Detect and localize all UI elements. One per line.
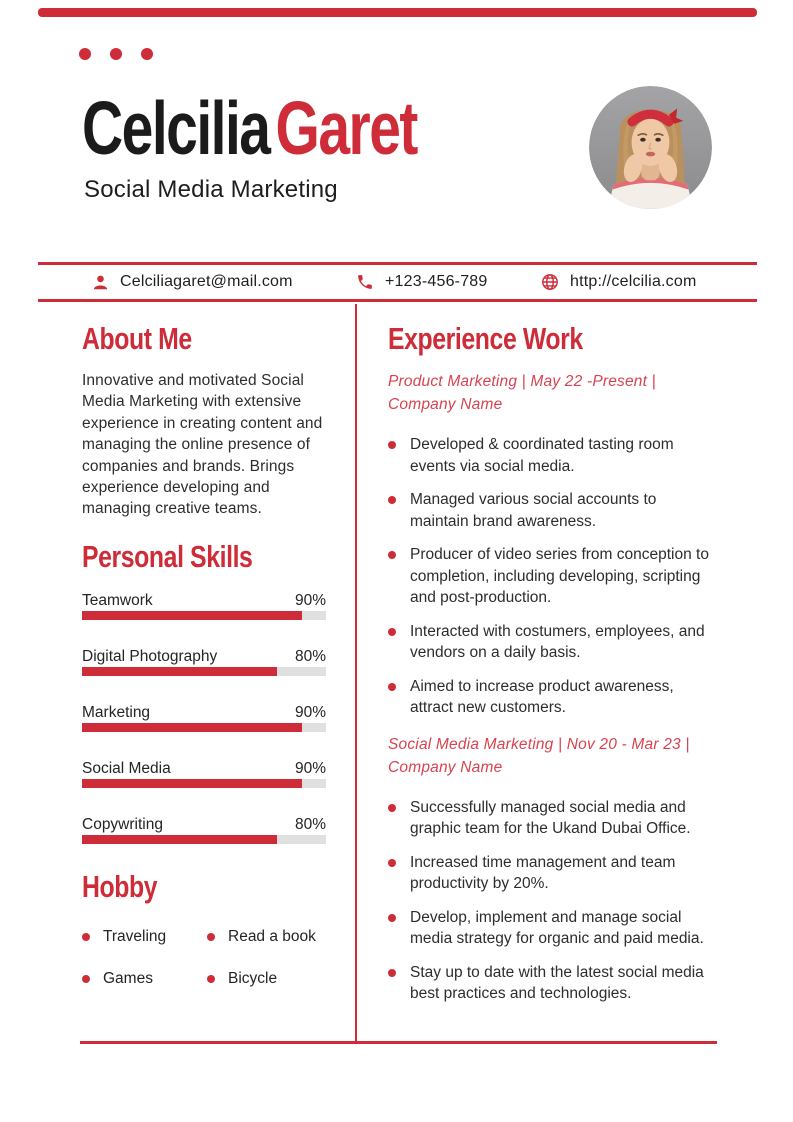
skill-label: Social Media	[82, 759, 171, 777]
bullet-item	[388, 907, 718, 950]
bullet-item	[388, 962, 718, 1005]
contact-email[interactable]	[92, 265, 293, 299]
skill-item	[82, 646, 326, 676]
bullet-dot-icon	[207, 975, 215, 983]
about-section-title: About Me	[82, 321, 192, 356]
contact-website-text: http://celcilia.com	[570, 273, 697, 290]
skill-label: Marketing	[82, 703, 151, 721]
job-subtitle: Social Media Marketing	[84, 176, 338, 203]
dot-icon	[79, 48, 91, 60]
hobby-label: Read a book	[228, 927, 316, 945]
skill-bar-track	[82, 779, 326, 788]
bullet-item	[388, 852, 718, 895]
skill-bar-fill	[82, 723, 302, 732]
skill-label: Copywriting	[82, 815, 163, 833]
name-block	[82, 86, 523, 170]
hobby-item	[82, 928, 207, 946]
skill-bar-track	[82, 611, 326, 620]
bullet-text: Develop, implement and manage social media strategy for organic and paid media.	[410, 908, 704, 947]
decorative-dots	[79, 48, 153, 60]
skills-section-title: Personal Skills	[82, 538, 253, 574]
skill-bar-track	[82, 667, 326, 676]
bullet-text: Interacted with costumers, employees, and vendors on a daily basis.	[410, 622, 705, 661]
right-column	[388, 322, 718, 1017]
skill-bar-track	[82, 835, 326, 844]
contact-email-text: Celciliagaret@mail.com	[120, 273, 293, 290]
bullet-dot-icon	[388, 914, 396, 922]
job-heading: Social Media Marketing | Nov 20 - Mar 23 | Company Name	[388, 735, 690, 776]
bottom-accent-line	[80, 1041, 717, 1044]
experience-section-title: Experience Work	[388, 321, 583, 356]
contact-bar	[38, 262, 757, 302]
skills-list	[82, 590, 326, 844]
dot-icon	[110, 48, 122, 60]
bullet-text: Successfully managed social media and graphic team for the Ukand Dubai Office.	[410, 798, 691, 837]
hobby-item	[207, 928, 326, 946]
bullet-dot-icon	[388, 441, 396, 449]
skill-bar-track	[82, 723, 326, 732]
bullet-text: Developed & coordinated tasting room events via social media.	[410, 436, 674, 475]
hobby-section-title: Hobby	[82, 868, 158, 904]
skill-percent: 90%	[294, 759, 326, 777]
bullet-dot-icon	[207, 933, 215, 941]
job-heading: Product Marketing | May 22 -Present | Company Name	[388, 373, 656, 413]
bullet-item	[388, 621, 718, 664]
profile-photo	[589, 86, 712, 209]
bullet-dot-icon	[388, 804, 396, 812]
skill-percent: 80%	[294, 815, 326, 833]
skill-percent: 80%	[294, 647, 326, 665]
bullet-dot-icon	[388, 683, 396, 691]
about-text: Innovative and motivated Social Media Marketing with extensive experience in creating content and managing the online presence of companies and brands. Brings experience developing and managing creative teams.	[82, 372, 323, 518]
skill-label: Teamwork	[82, 591, 153, 609]
person-name	[82, 86, 417, 170]
contact-website[interactable]	[541, 265, 697, 299]
skill-item	[82, 814, 326, 844]
person-icon	[92, 274, 109, 291]
job-bullet-list	[388, 434, 718, 719]
bullet-dot-icon	[388, 859, 396, 867]
skill-item	[82, 758, 326, 788]
job-bullet-list	[388, 797, 718, 1005]
bullet-dot-icon	[82, 933, 90, 941]
phone-icon	[356, 273, 374, 291]
hobby-list	[82, 928, 326, 988]
bullet-item	[388, 434, 718, 477]
skill-percent: 90%	[294, 591, 326, 609]
skill-bar-fill	[82, 667, 277, 676]
first-name: Celcilia	[82, 86, 270, 170]
bullet-item	[388, 676, 718, 719]
bullet-dot-icon	[82, 975, 90, 983]
skill-item	[82, 590, 326, 620]
contact-phone[interactable]	[356, 265, 488, 299]
left-column	[82, 322, 326, 988]
skill-percent: 90%	[294, 703, 326, 721]
bullet-item	[388, 797, 718, 840]
top-accent-bar	[38, 8, 757, 17]
skill-label: Digital Photography	[82, 647, 218, 665]
hobby-item	[207, 970, 326, 988]
bullet-text: Aimed to increase product awareness, attract new customers.	[410, 677, 674, 716]
bullet-dot-icon	[388, 551, 396, 559]
column-divider	[355, 304, 357, 1042]
bullet-text: Producer of video series from conception to completion, including developing, scripting and post-production.	[410, 546, 709, 606]
hobby-label: Games	[103, 969, 153, 987]
hobby-item	[82, 970, 207, 988]
bullet-item	[388, 489, 718, 532]
bullet-item	[388, 544, 718, 609]
bullet-dot-icon	[388, 496, 396, 504]
bullet-dot-icon	[388, 969, 396, 977]
dot-icon	[141, 48, 153, 60]
bullet-text: Managed various social accounts to maintain brand awareness.	[410, 491, 657, 530]
skill-item	[82, 702, 326, 732]
contact-phone-text: +123-456-789	[385, 273, 488, 290]
skill-bar-fill	[82, 779, 302, 788]
hobby-label: Bicycle	[228, 969, 278, 987]
globe-icon	[541, 273, 559, 291]
hobby-label: Traveling	[103, 927, 167, 945]
skill-bar-fill	[82, 611, 302, 620]
bullet-text: Increased time management and team productivity by 20%.	[410, 853, 676, 892]
bullet-dot-icon	[388, 628, 396, 636]
woman-portrait-illustration	[589, 86, 712, 209]
bullet-text: Stay up to date with the latest social media best practices and technologies.	[410, 963, 704, 1002]
last-name: Garet	[275, 86, 417, 170]
skill-bar-fill	[82, 835, 277, 844]
